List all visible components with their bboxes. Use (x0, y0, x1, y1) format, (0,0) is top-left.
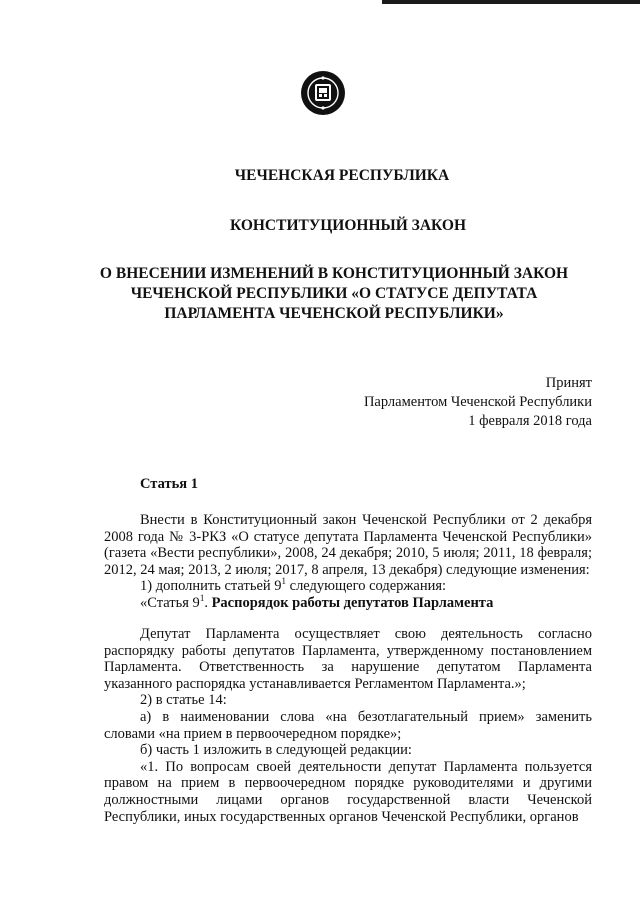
adoption-date: 1 февраля 2018 года (468, 413, 592, 429)
item-1-prefix: 1) дополнить статьей 9 (140, 578, 282, 595)
new-article-dot: . (204, 594, 212, 611)
item-1-paragraph (104, 578, 592, 595)
article-heading: Статья 1 (140, 476, 198, 492)
article-body-part2 (104, 626, 592, 825)
scan-edge-mark (382, 0, 640, 4)
deputy-paragraph: Депутат Парламента осуществляет свою деятельность согласно распорядку работы депутатов Парламента, утвержденному постановлением Парламента. Ответственность за нарушение депутатом Парламента указанного распорядка устанавливается Регламентом Парламента.»; (104, 626, 592, 692)
item-2-paragraph: 2) в статье 14: (140, 692, 227, 709)
new-article-heading (104, 595, 592, 612)
adoption-body: Парламентом Чеченской Республики (363, 394, 592, 410)
new-article-title: Распорядок работы депутатов Парламента (211, 594, 494, 611)
adoption-block (364, 374, 592, 431)
new-article-prefix: «Статья 9 (140, 594, 200, 611)
republic-heading: ЧЕЧЕНСКАЯ РЕСПУБЛИКА (234, 167, 450, 184)
item-1-superscript: 1 (281, 576, 287, 587)
coat-of-arms-emblem-icon (300, 70, 346, 116)
law-title-line: ПАРЛАМЕНТА ЧЕЧЕНСКОЙ РЕСПУБЛИКИ» (164, 305, 504, 322)
item-2a-paragraph: а) в наименовании слова «на безотлагательный прием» заменить словами «на прием в первоочередном порядке»; (104, 708, 592, 742)
law-type-heading: КОНСТИТУЦИОННЫЙ ЗАКОН (229, 217, 467, 234)
article-body-part1 (104, 512, 592, 612)
law-title-line: О ВНЕСЕНИИ ИЗМЕНЕНИЙ В КОНСТИТУЦИОННЫЙ ЗАКОН (99, 265, 569, 282)
law-title-line: ЧЕЧЕНСКОЙ РЕСПУБЛИКИ «О СТАТУСЕ ДЕПУТАТА (130, 285, 538, 302)
law-title (14, 264, 640, 324)
item-1-suffix: следующего содержания: (286, 578, 447, 595)
article-intro-paragraph: Внести в Конституционный закон Чеченской Республики от 2 декабря 2008 года № 3-РКЗ «О статусе депутата Парламента Чеченской Республики» (газета «Вести республики», 2008, 24 декабря; 2010, 5 июля; 2011, 18 февраля; 2012, 24 мая; 2013, 2 июля; 2017, 8 апреля, 13 декабря) следующие изменения: (104, 512, 592, 578)
item-2b-text-paragraph: «1. По вопросам своей деятельности депутат Парламента пользуется правом на прием в первоочередном порядке руководителями и другими должностными лицами органов государственной власти Чеченской Республики, иных государственных органов Чеченской Республики, органов (104, 758, 592, 825)
new-article-superscript: 1 (199, 593, 205, 604)
item-2b-paragraph: б) часть 1 изложить в следующей редакции: (140, 742, 412, 759)
adoption-label: Принят (545, 375, 592, 391)
